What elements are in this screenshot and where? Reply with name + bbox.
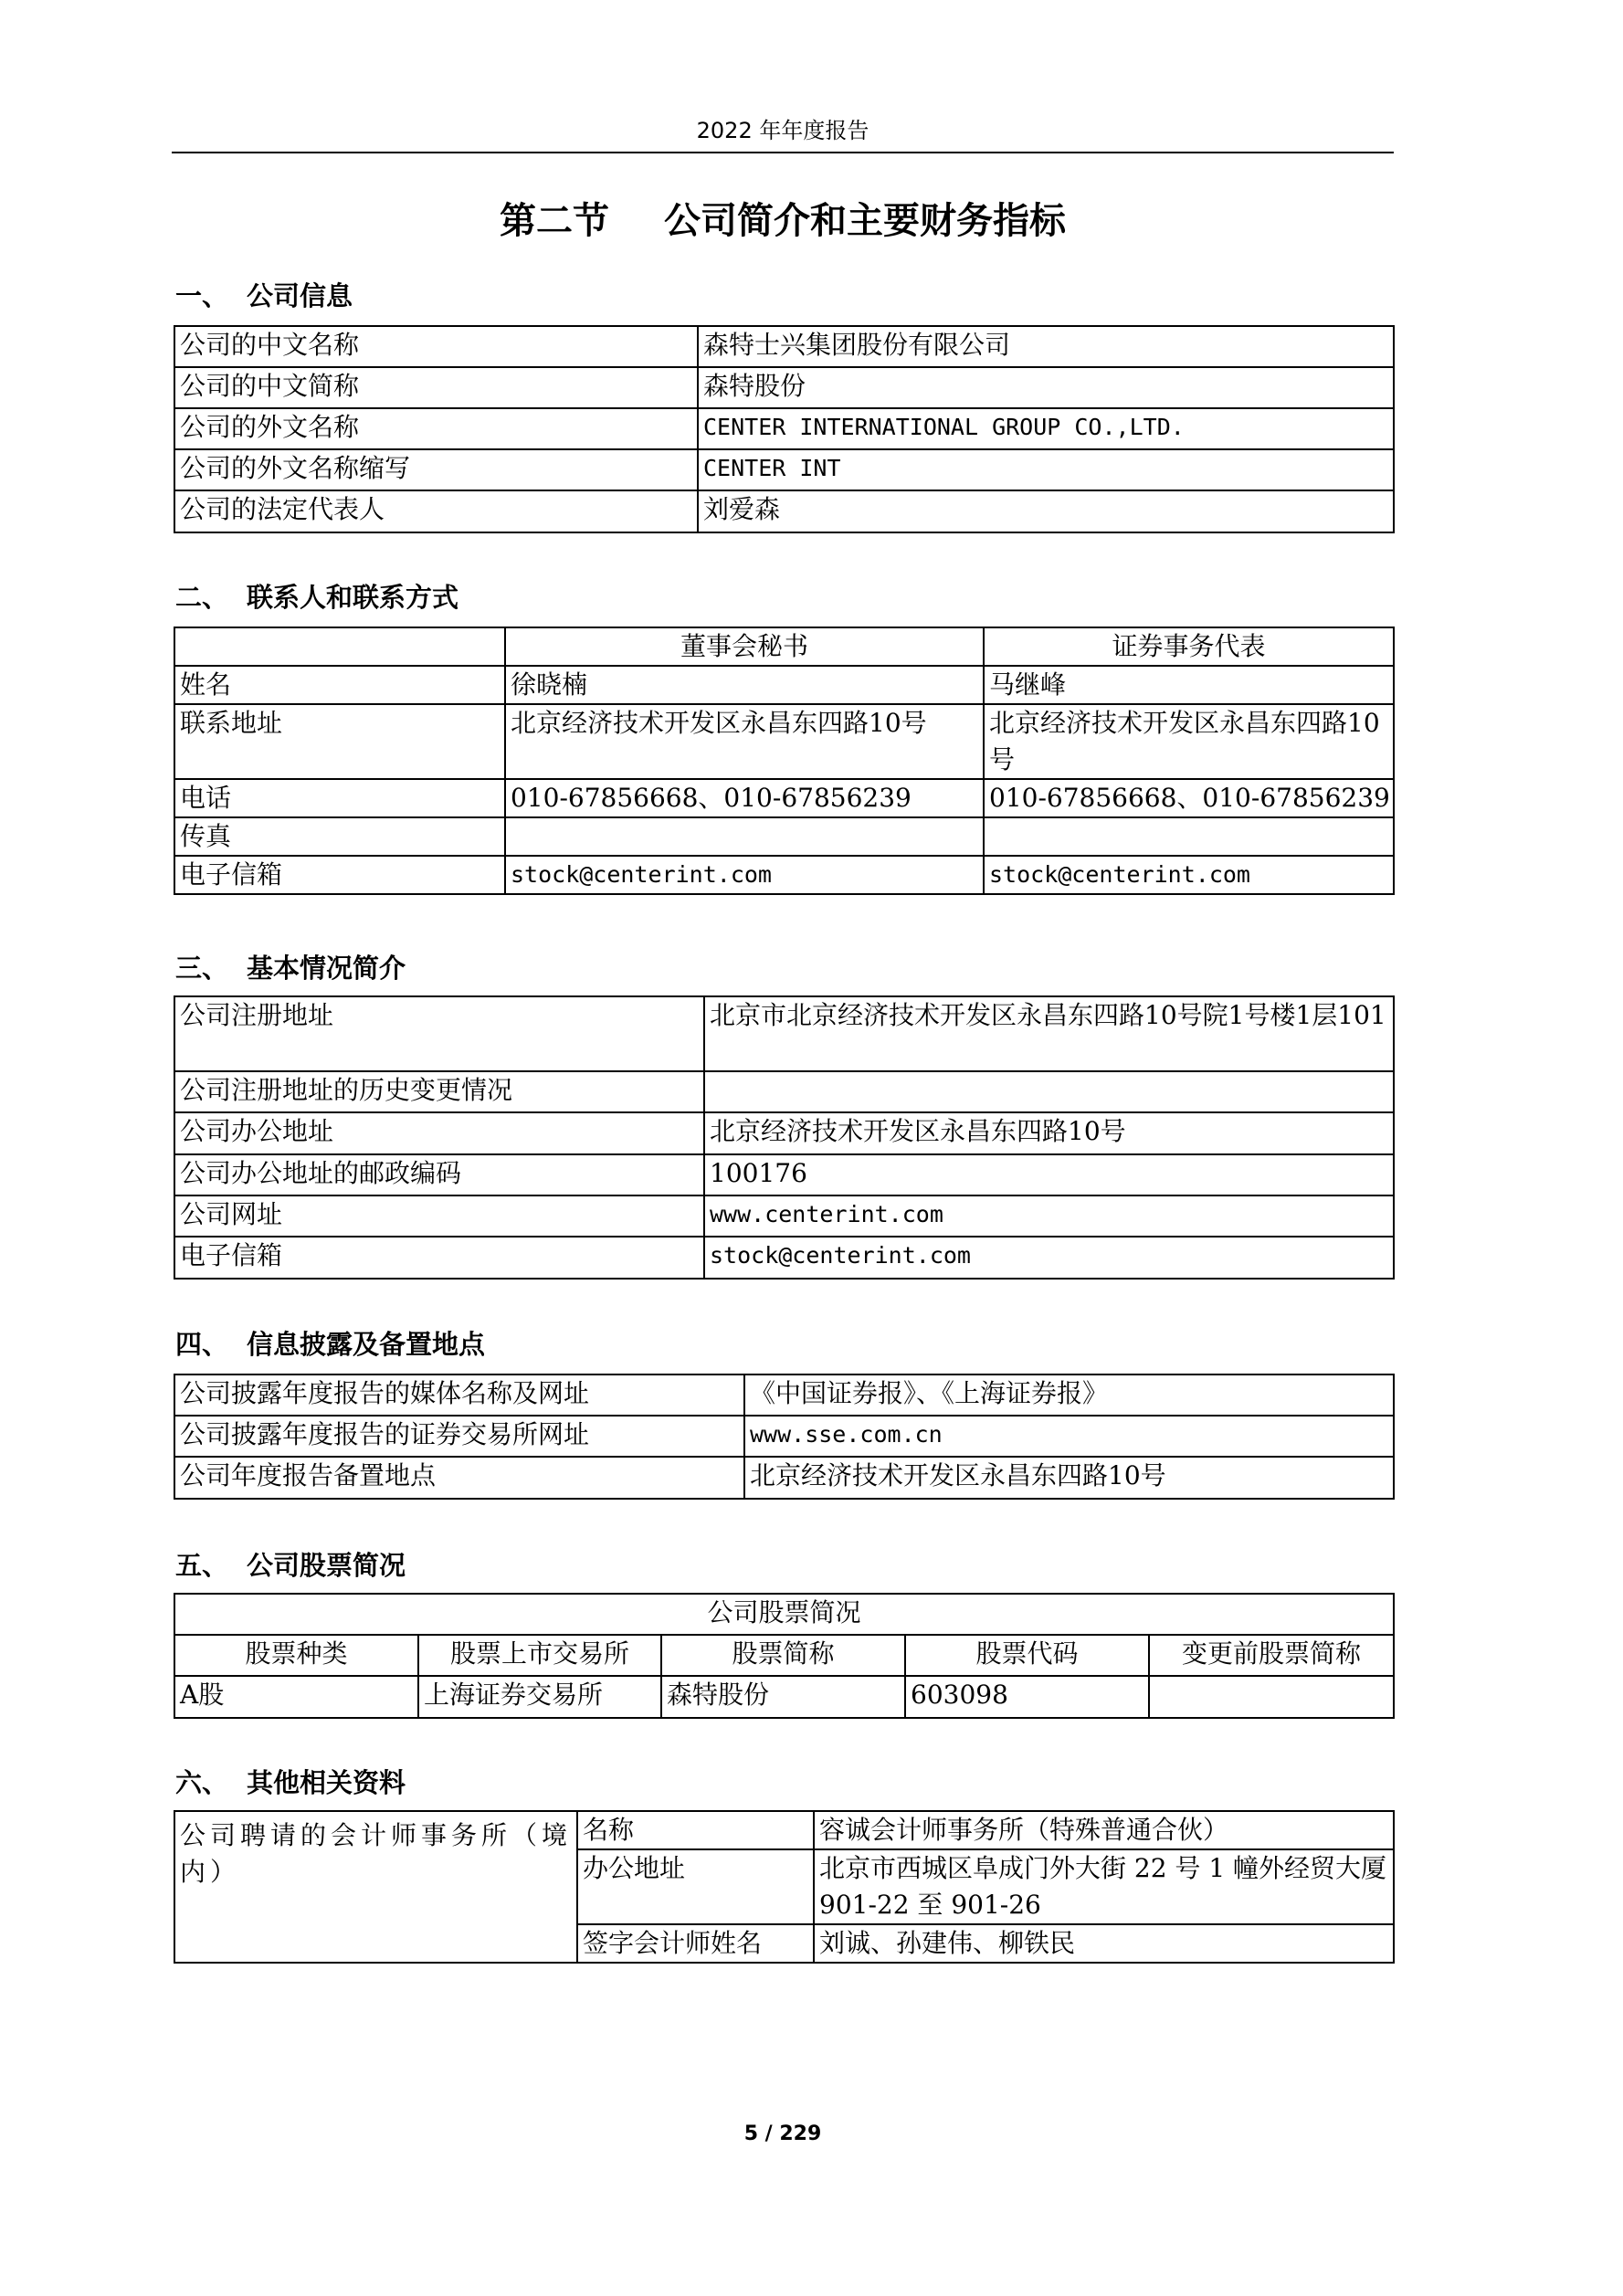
heading-basic-info [175, 950, 406, 986]
table-row [174, 367, 1394, 408]
value-cell: CENTER INT [698, 449, 1394, 490]
table-row [174, 666, 1394, 704]
value-cell: 010-67856668、010-67856239 [505, 779, 984, 817]
value-cell: 010-67856668、010-67856239 [984, 779, 1394, 817]
column-header: 股票种类 [174, 1635, 418, 1676]
label-cell: 公司的外文名称缩写 [174, 449, 698, 490]
disclosure-table [174, 1374, 1395, 1500]
label-cell: 电子信箱 [174, 856, 505, 894]
value-cell: 《中国证券报》、《上海证券报》 [744, 1374, 1394, 1416]
value-cell: 北京经济技术开发区永昌东四路10号 [744, 1457, 1394, 1499]
label-cell: 电话 [174, 779, 505, 817]
heading-index: 六、 [175, 1767, 229, 1798]
stock-short-name-cell: 森特股份 [661, 1676, 905, 1718]
contacts-table [174, 627, 1395, 895]
column-header-representative: 证券事务代表 [984, 627, 1394, 666]
value-cell: 刘诚、孙建伟、柳铁民 [814, 1924, 1394, 1963]
auditor-group-label: 公司聘请的会计师事务所（境内） [174, 1811, 577, 1963]
label-cell: 公司办公地址 [174, 1112, 704, 1154]
stock-table [174, 1593, 1395, 1719]
table-row [174, 1457, 1394, 1499]
heading-title: 基本情况简介 [247, 953, 406, 984]
header-rule [172, 152, 1394, 153]
value-cell: stock@centerint.com [984, 856, 1394, 894]
value-cell: 北京经济技术开发区永昌东四路10号 [704, 1112, 1394, 1154]
value-cell: 100176 [704, 1154, 1394, 1195]
value-cell: 马继峰 [984, 666, 1394, 704]
table-row [174, 1811, 1394, 1849]
heading-title: 公司信息 [247, 280, 353, 311]
table-row [174, 449, 1394, 490]
table-row [174, 1374, 1394, 1416]
heading-company-info [175, 278, 353, 314]
stock-exchange-cell: 上海证券交易所 [418, 1676, 661, 1718]
label-cell: 联系地址 [174, 704, 505, 779]
heading-index: 五、 [175, 1550, 229, 1581]
table-row [174, 408, 1394, 449]
label-cell: 公司年度报告备置地点 [174, 1457, 744, 1499]
table-row [174, 856, 1394, 894]
former-short-name-cell [1149, 1676, 1394, 1718]
column-header: 股票上市交易所 [418, 1635, 661, 1676]
auditor-table [174, 1810, 1395, 1964]
stock-code-cell: 603098 [905, 1676, 1149, 1718]
value-cell: 森特士兴集团股份有限公司 [698, 326, 1394, 367]
value-cell: 森特股份 [698, 367, 1394, 408]
value-cell [505, 817, 984, 856]
heading-index: 三、 [175, 953, 229, 984]
label-cell: 公司的法定代表人 [174, 490, 698, 532]
stock-type-cell: A股 [174, 1676, 418, 1718]
table-row [174, 1676, 1394, 1718]
table-row [174, 704, 1394, 779]
label-cell: 传真 [174, 817, 505, 856]
label-cell: 公司的外文名称 [174, 408, 698, 449]
basic-info-table [174, 995, 1395, 1280]
table-header-row [174, 1635, 1394, 1676]
heading-stock [175, 1547, 406, 1584]
table-row [174, 1112, 1394, 1154]
table-row [174, 1071, 1394, 1112]
heading-title: 其他相关资料 [247, 1767, 406, 1798]
column-header: 股票简称 [661, 1635, 905, 1676]
empty-corner-cell [174, 627, 505, 666]
table-row [174, 779, 1394, 817]
table-row [174, 1154, 1394, 1195]
label-cell: 签字会计师姓名 [577, 1924, 814, 1963]
table-row [174, 490, 1394, 532]
label-cell: 公司的中文名称 [174, 326, 698, 367]
heading-contacts [175, 579, 458, 616]
heading-title: 联系人和联系方式 [247, 582, 459, 613]
value-cell: stock@centerint.com [505, 856, 984, 894]
heading-title: 公司股票简况 [247, 1550, 406, 1581]
value-cell: www.centerint.com [704, 1195, 1394, 1237]
column-header-secretary: 董事会秘书 [505, 627, 984, 666]
table-row [174, 1237, 1394, 1279]
label-cell: 名称 [577, 1811, 814, 1849]
label-cell: 姓名 [174, 666, 505, 704]
heading-index: 四、 [175, 1329, 229, 1360]
value-cell: 容诚会计师事务所（特殊普通合伙） [814, 1811, 1394, 1849]
value-cell: 徐晓楠 [505, 666, 984, 704]
label-cell: 公司注册地址的历史变更情况 [174, 1071, 704, 1112]
heading-index: 一、 [175, 280, 229, 311]
table-row [174, 1416, 1394, 1457]
page-number: 5 / 229 [743, 2122, 822, 2145]
value-cell: 北京经济技术开发区永昌东四路10号 [505, 704, 984, 779]
table-row [174, 1195, 1394, 1237]
table-title-row [174, 1594, 1394, 1635]
stock-table-title: 公司股票简况 [174, 1594, 1394, 1635]
heading-title: 信息披露及备置地点 [247, 1329, 486, 1360]
heading-index: 二、 [175, 582, 229, 613]
label-cell: 公司办公地址的邮政编码 [174, 1154, 704, 1195]
value-cell: 刘爱森 [698, 490, 1394, 532]
table-row [174, 996, 1394, 1071]
value-cell [984, 817, 1394, 856]
label-cell: 公司注册地址 [174, 996, 704, 1071]
table-header-row [174, 627, 1394, 666]
table-row [174, 326, 1394, 367]
value-cell: 北京市北京经济技术开发区永昌东四路10号院1号楼1层101 [704, 996, 1394, 1071]
label-cell: 公司披露年度报告的证券交易所网址 [174, 1416, 744, 1457]
value-cell: 北京市西城区阜成门外大街 22 号 1 幢外经贸大厦 901-22 至 901-26 [814, 1849, 1394, 1924]
value-cell: www.sse.com.cn [744, 1416, 1394, 1457]
label-cell: 公司网址 [174, 1195, 704, 1237]
label-cell: 电子信箱 [174, 1237, 704, 1279]
value-cell: stock@centerint.com [704, 1237, 1394, 1279]
heading-disclosure [175, 1326, 485, 1363]
column-header: 变更前股票简称 [1149, 1635, 1394, 1676]
column-header: 股票代码 [905, 1635, 1149, 1676]
section-title [174, 195, 1392, 247]
value-cell: 北京经济技术开发区永昌东四路10号 [984, 704, 1394, 779]
value-cell [704, 1071, 1394, 1112]
section-number: 第二节 [500, 200, 609, 242]
heading-other-info [175, 1764, 406, 1801]
label-cell: 公司的中文简称 [174, 367, 698, 408]
value-cell: CENTER INTERNATIONAL GROUP CO.,LTD. [698, 408, 1394, 449]
section-name: 公司简介和主要财务指标 [664, 200, 1066, 242]
label-cell: 公司披露年度报告的媒体名称及网址 [174, 1374, 744, 1416]
table-row [174, 817, 1394, 856]
company-info-table [174, 325, 1395, 533]
label-cell: 办公地址 [577, 1849, 814, 1924]
running-header: 2022 年年度报告 [696, 118, 869, 143]
